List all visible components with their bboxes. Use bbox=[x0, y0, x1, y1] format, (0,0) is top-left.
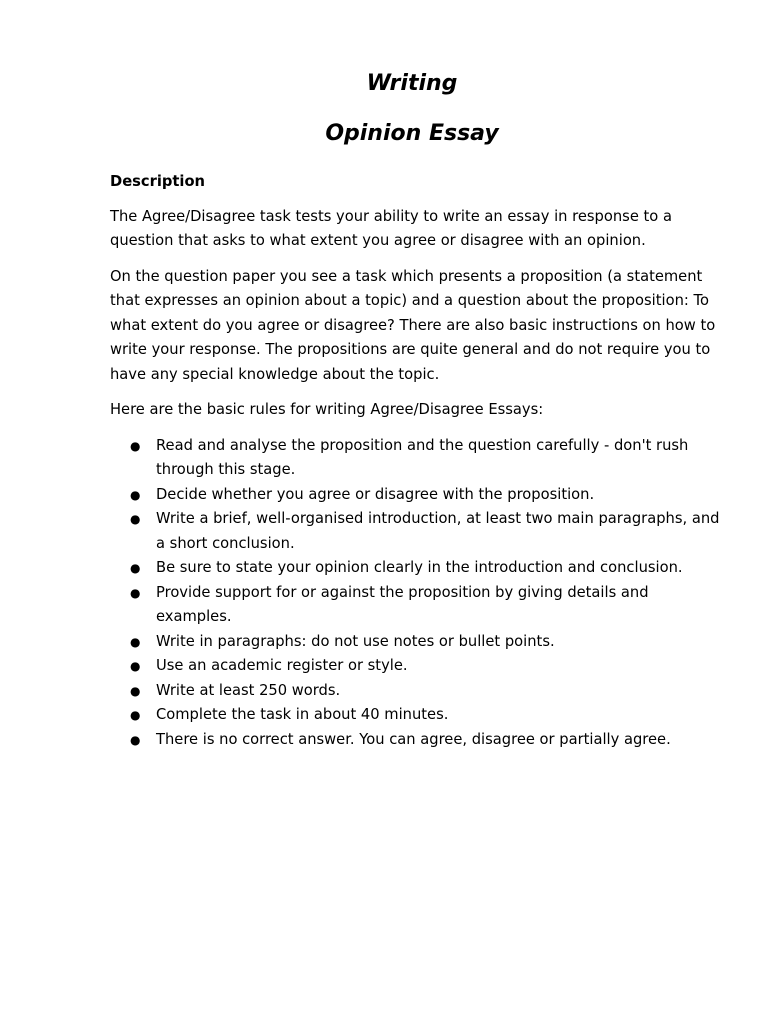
rule-text: Write in paragraphs: do not use notes or bullet points. bbox=[156, 632, 555, 650]
bullet-icon: ● bbox=[130, 659, 141, 673]
rule-text: Write a brief, well-organised introduction, at least two main paragraphs, and a short conclusion. bbox=[156, 510, 720, 552]
document-title: Writing bbox=[366, 71, 458, 96]
list-item bbox=[110, 630, 720, 655]
bullet-icon: ● bbox=[130, 683, 141, 698]
bullet-icon: ● bbox=[130, 585, 141, 600]
list-item bbox=[110, 654, 720, 679]
rule-text: Complete the task in about 40 minutes. bbox=[156, 706, 449, 723]
list-item bbox=[110, 507, 720, 556]
rules-list bbox=[110, 434, 720, 753]
rule-text: Decide whether you agree or disagree with the proposition. bbox=[156, 485, 595, 503]
list-item bbox=[110, 703, 720, 728]
list-item bbox=[110, 556, 720, 581]
rule-text: Write at least 250 words. bbox=[156, 681, 341, 699]
bullet-icon: ● bbox=[130, 708, 141, 722]
rule-text: Use an academic register or style. bbox=[156, 657, 408, 674]
list-item bbox=[110, 434, 720, 483]
list-item bbox=[110, 483, 720, 508]
list-item bbox=[110, 728, 720, 753]
document-body bbox=[110, 170, 720, 752]
task-description-paragraph: On the question paper you see a task which presents a proposition (a statement that expresses an opinion about a topic) and a question about the proposition: To what extent do you agree or disagree? There are also basic instructions on how to write your response. The propositions are quite general and do not require you to have any special knowledge about the topic. bbox=[110, 267, 716, 383]
bullet-icon: ● bbox=[130, 732, 141, 747]
section-heading: Description bbox=[110, 173, 205, 190]
rule-text: There is no correct answer. You can agree, disagree or partially agree. bbox=[156, 730, 671, 748]
bullet-icon: ● bbox=[130, 561, 141, 575]
bullet-icon: ● bbox=[130, 487, 141, 502]
bullet-icon: ● bbox=[130, 512, 141, 526]
rule-text: Be sure to state your opinion clearly in the introduction and conclusion. bbox=[156, 559, 683, 576]
rule-text: Read and analyse the proposition and the question carefully - don't rush through this stage. bbox=[156, 436, 689, 478]
rule-text: Provide support for or against the proposition by giving details and examples. bbox=[156, 583, 649, 625]
document-subtitle: Opinion Essay bbox=[325, 121, 499, 146]
list-item bbox=[110, 679, 720, 704]
bullet-icon: ● bbox=[130, 438, 141, 453]
bullet-icon: ● bbox=[130, 634, 141, 649]
intro-paragraph: The Agree/Disagree task tests your ability to write an essay in response to a question that asks to what extent you agree or disagree with an opinion. bbox=[110, 207, 672, 249]
rules-intro-paragraph: Here are the basic rules for writing Agree/Disagree Essays: bbox=[110, 401, 544, 418]
list-item bbox=[110, 581, 720, 630]
